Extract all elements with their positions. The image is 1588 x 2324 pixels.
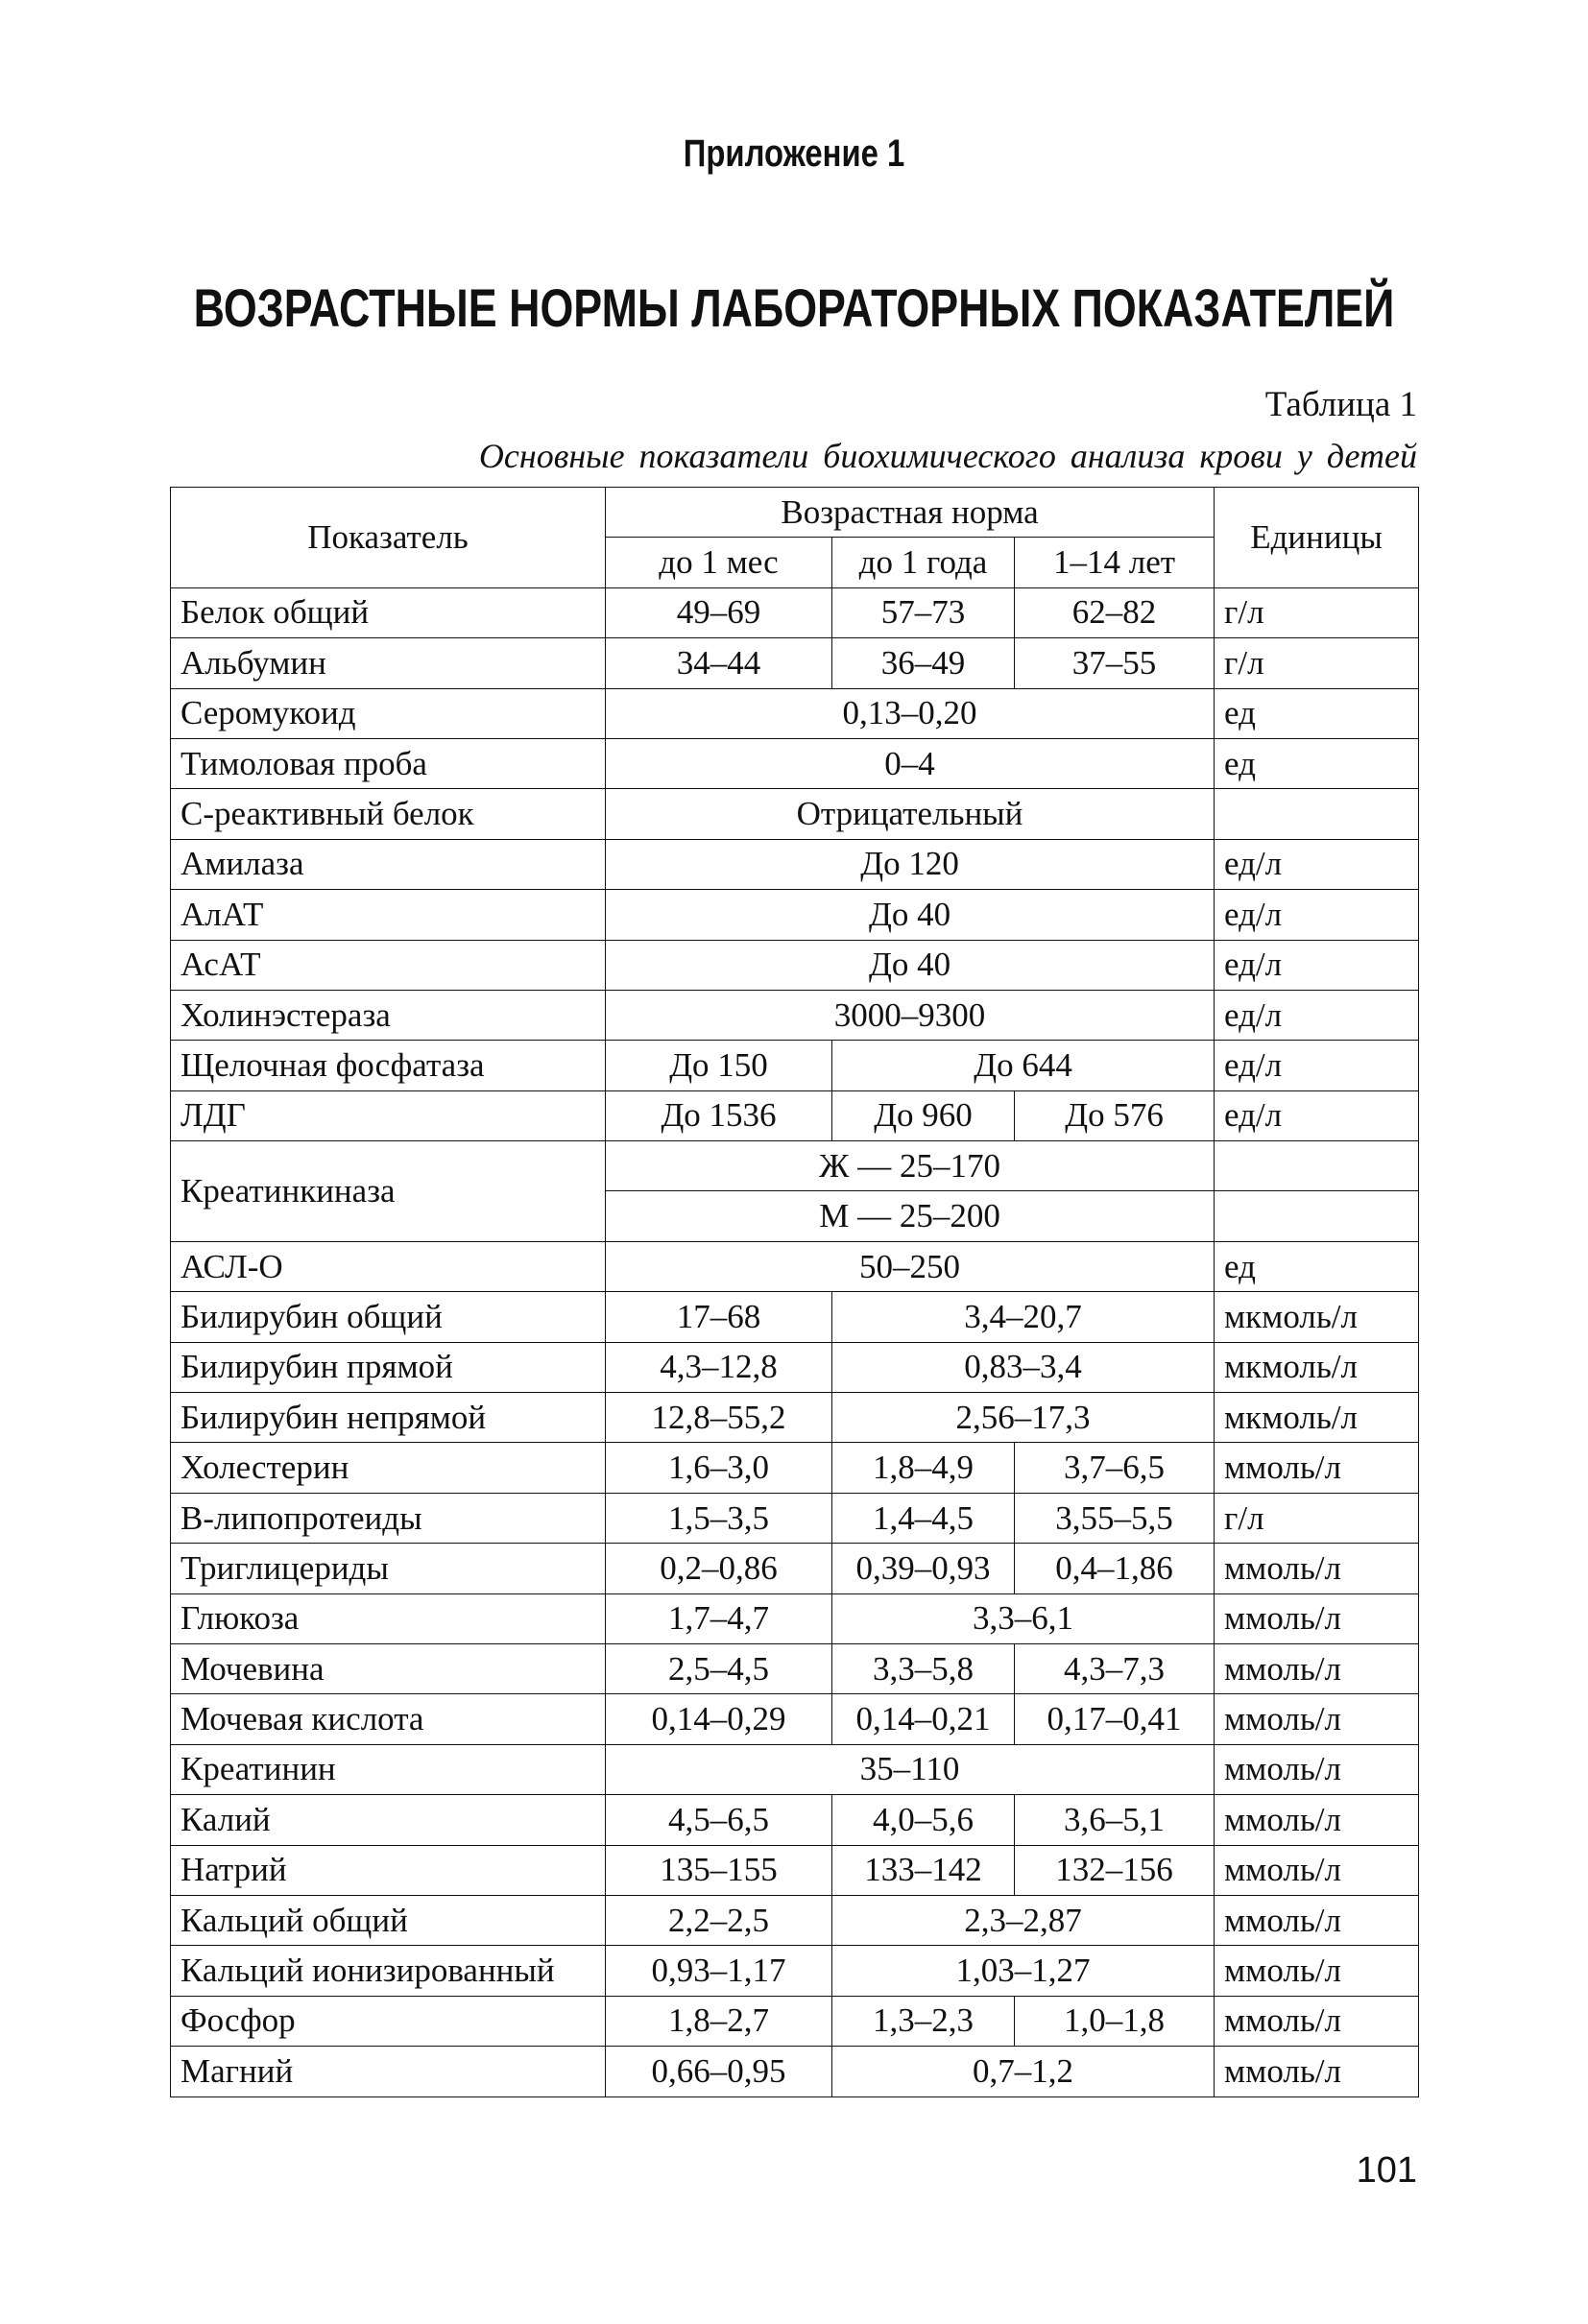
unit: ммоль/л (1215, 1443, 1419, 1493)
norm-value: 0,13–0,20 (606, 688, 1215, 738)
norm-value: 1,8–4,9 (832, 1443, 1015, 1493)
header-age-norm: Возрастная норма (606, 488, 1215, 538)
indicator-name: Мочевина (171, 1643, 606, 1693)
norm-value: 3,3–5,8 (832, 1643, 1015, 1693)
norm-value: 0,17–0,41 (1015, 1694, 1215, 1744)
indicator-name: Креатинкиназа (171, 1141, 606, 1242)
indicator-name: Креатинин (171, 1744, 606, 1794)
indicator-name: Щелочная фосфатаза (171, 1041, 606, 1090)
indicator-name: Белок общий (171, 587, 606, 637)
norm-value: 49–69 (606, 587, 832, 637)
unit: ед/л (1215, 940, 1419, 990)
norm-value: До 644 (832, 1041, 1215, 1090)
norm-value: До 960 (832, 1090, 1015, 1140)
table-row (171, 1544, 1419, 1593)
unit: ед (1215, 1241, 1419, 1291)
indicator-name: С-реактивный белок (171, 789, 606, 839)
norm-value: 1,4–4,5 (832, 1493, 1015, 1543)
norm-value: 132–156 (1015, 1845, 1215, 1895)
page-number: 101 (1356, 2150, 1417, 2191)
norm-value: 34–44 (606, 638, 832, 688)
indicator-name: АСЛ-О (171, 1241, 606, 1291)
norm-value: 2,5–4,5 (606, 1643, 832, 1693)
unit (1215, 1191, 1419, 1241)
norm-value: 62–82 (1015, 587, 1215, 637)
norm-value: 4,0–5,6 (832, 1795, 1015, 1845)
table-row (171, 1443, 1419, 1493)
unit: мкмоль/л (1215, 1393, 1419, 1443)
indicator-name: Билирубин прямой (171, 1342, 606, 1392)
norm-value: До 40 (606, 940, 1215, 990)
table-row (171, 1795, 1419, 1845)
table-row (171, 1744, 1419, 1794)
norm-value: До 576 (1015, 1090, 1215, 1140)
norm-value: 0,14–0,21 (832, 1694, 1015, 1744)
unit: ммоль/л (1215, 1795, 1419, 1845)
norm-value: 0,83–3,4 (832, 1342, 1215, 1392)
norm-value: 1,6–3,0 (606, 1443, 832, 1493)
norm-value: 133–142 (832, 1845, 1015, 1895)
norm-value: 2,56–17,3 (832, 1393, 1215, 1443)
indicator-name: АсАТ (171, 940, 606, 990)
table-caption: Основные показатели биохимического анализа крови у детей (478, 437, 1417, 475)
lab-norms-table (170, 487, 1419, 2097)
norm-value: 0,7–1,2 (832, 2047, 1215, 2096)
norm-value: 3,3–6,1 (832, 1593, 1215, 1643)
unit (1215, 789, 1419, 839)
unit: ед/л (1215, 1041, 1419, 1090)
indicator-name: Натрий (171, 1845, 606, 1895)
norm-value: 12,8–55,2 (606, 1393, 832, 1443)
unit: ммоль/л (1215, 1845, 1419, 1895)
table-row (171, 990, 1419, 1040)
unit: ед/л (1215, 990, 1419, 1040)
indicator-name: Билирубин непрямой (171, 1393, 606, 1443)
unit: ммоль/л (1215, 1544, 1419, 1593)
norm-value: 3,4–20,7 (832, 1292, 1215, 1342)
norm-value: 17–68 (606, 1292, 832, 1342)
norm-value: 3,6–5,1 (1015, 1795, 1215, 1845)
norm-value: 3000–9300 (606, 990, 1215, 1040)
norm-value: До 40 (606, 890, 1215, 940)
table-row (171, 839, 1419, 889)
header-age-group: до 1 года (832, 538, 1015, 587)
unit: ммоль/л (1215, 2047, 1419, 2096)
table-row (171, 2047, 1419, 2096)
norm-value: 2,3–2,87 (832, 1895, 1215, 1945)
indicator-name: Серомукоид (171, 688, 606, 738)
indicator-name: Холинэстераза (171, 990, 606, 1040)
table-row (171, 1342, 1419, 1392)
table-row (171, 1694, 1419, 1744)
norm-value: 135–155 (606, 1845, 832, 1895)
table-row (171, 1643, 1419, 1693)
norm-value: 1,5–3,5 (606, 1493, 832, 1543)
indicator-name: Кальций общий (171, 1895, 606, 1945)
norm-value: 0,14–0,29 (606, 1694, 832, 1744)
table-row (171, 1593, 1419, 1643)
table-row (171, 789, 1419, 839)
indicator-name: Триглицериды (171, 1544, 606, 1593)
unit: мкмоль/л (1215, 1342, 1419, 1392)
indicator-name: Фосфор (171, 1996, 606, 2046)
norm-value: 0,66–0,95 (606, 2047, 832, 2096)
table-row (171, 1895, 1419, 1945)
unit: ед/л (1215, 890, 1419, 940)
table-row (171, 1493, 1419, 1543)
indicator-name: Амилаза (171, 839, 606, 889)
unit: г/л (1215, 638, 1419, 688)
unit: мкмоль/л (1215, 1292, 1419, 1342)
norm-value: 1,03–1,27 (832, 1946, 1215, 1996)
unit: ед/л (1215, 1090, 1419, 1140)
norm-value: Отрицательный (606, 789, 1215, 839)
norm-value: 0,39–0,93 (832, 1544, 1015, 1593)
norm-value: 0,4–1,86 (1015, 1544, 1215, 1593)
unit: ммоль/л (1215, 1694, 1419, 1744)
indicator-name: Калий (171, 1795, 606, 1845)
norm-value: 0,2–0,86 (606, 1544, 832, 1593)
norm-value: 2,2–2,5 (606, 1895, 832, 1945)
indicator-name: Холестерин (171, 1443, 606, 1493)
indicator-name: АлАТ (171, 890, 606, 940)
table-row (171, 1845, 1419, 1895)
norm-value: 4,5–6,5 (606, 1795, 832, 1845)
page-heading: ВОЗРАСТНЫЕ НОРМЫ ЛАБОРАТОРНЫХ ПОКАЗАТЕЛЕЙ (193, 277, 1395, 338)
unit: ммоль/л (1215, 1996, 1419, 2046)
norm-value: 36–49 (832, 638, 1015, 688)
norm-value: 3,7–6,5 (1015, 1443, 1215, 1493)
indicator-name: Кальций ионизированный (171, 1946, 606, 1996)
unit: ед (1215, 738, 1419, 788)
table-row (171, 890, 1419, 940)
unit: ммоль/л (1215, 1895, 1419, 1945)
norm-value: 1,8–2,7 (606, 1996, 832, 2046)
unit: ммоль/л (1215, 1643, 1419, 1693)
norm-value: 1,3–2,3 (832, 1996, 1015, 2046)
unit: ммоль/л (1215, 1593, 1419, 1643)
header-age-group: 1–14 лет (1015, 538, 1215, 587)
table-row (171, 688, 1419, 738)
norm-value: 4,3–12,8 (606, 1342, 832, 1392)
table-row (171, 1090, 1419, 1140)
table-number: Таблица 1 (1264, 385, 1417, 424)
norm-value: 57–73 (832, 587, 1015, 637)
table-row (171, 1292, 1419, 1342)
norm-value: 1,7–4,7 (606, 1593, 832, 1643)
unit: г/л (1215, 587, 1419, 637)
table-row (171, 1141, 1419, 1191)
unit: ммоль/л (1215, 1946, 1419, 1996)
header-indicator: Показатель (171, 488, 606, 588)
unit: ед (1215, 688, 1419, 738)
norm-value: 35–110 (606, 1744, 1215, 1794)
unit (1215, 1141, 1419, 1191)
norm-value: До 1536 (606, 1090, 832, 1140)
unit: г/л (1215, 1493, 1419, 1543)
table-row (171, 738, 1419, 788)
indicator-name: Мочевая кислота (171, 1694, 606, 1744)
norm-value: 4,3–7,3 (1015, 1643, 1215, 1693)
indicator-name: В-липопротеиды (171, 1493, 606, 1543)
norm-value: М — 25–200 (606, 1191, 1215, 1241)
table-row (171, 1946, 1419, 1996)
indicator-name: Глюкоза (171, 1593, 606, 1643)
table-row (171, 638, 1419, 688)
table-row (171, 1996, 1419, 2046)
table-row (171, 1041, 1419, 1090)
table-row (171, 940, 1419, 990)
unit: ед/л (1215, 839, 1419, 889)
norm-value: 1,0–1,8 (1015, 1996, 1215, 2046)
indicator-name: Билирубин общий (171, 1292, 606, 1342)
appendix-title: Приложение 1 (683, 132, 905, 175)
indicator-name: Альбумин (171, 638, 606, 688)
header-units: Единицы (1215, 488, 1419, 588)
norm-value: 50–250 (606, 1241, 1215, 1291)
table-row (171, 1393, 1419, 1443)
norm-value: 0–4 (606, 738, 1215, 788)
norm-value: 3,55–5,5 (1015, 1493, 1215, 1543)
norm-value: 37–55 (1015, 638, 1215, 688)
norm-value: Ж — 25–170 (606, 1141, 1215, 1191)
norm-value: До 120 (606, 839, 1215, 889)
table-row (171, 587, 1419, 637)
indicator-name: Тимоловая проба (171, 738, 606, 788)
header-age-group: до 1 мес (606, 538, 832, 587)
unit: ммоль/л (1215, 1744, 1419, 1794)
norm-value: 0,93–1,17 (606, 1946, 832, 1996)
indicator-name: Магний (171, 2047, 606, 2096)
indicator-name: ЛДГ (171, 1090, 606, 1140)
table-row (171, 1241, 1419, 1291)
norm-value: До 150 (606, 1041, 832, 1090)
